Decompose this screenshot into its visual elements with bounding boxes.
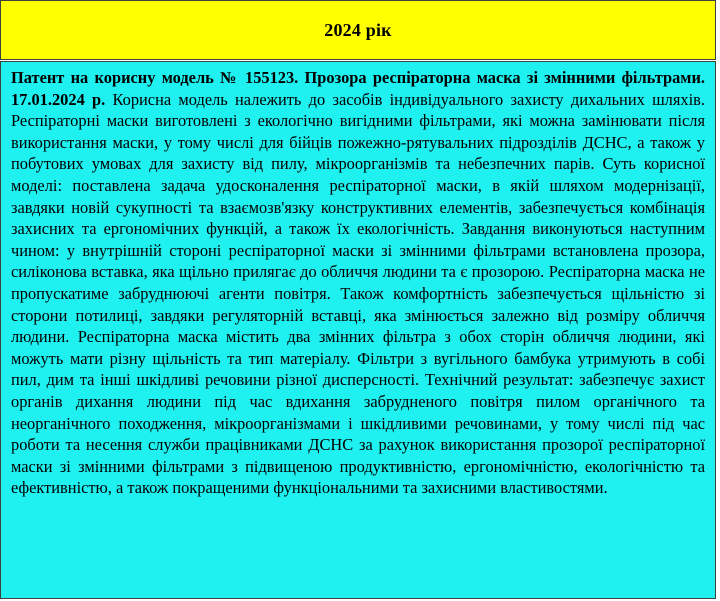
patent-description (11, 67, 705, 499)
patent-description-box (0, 61, 716, 599)
patent-body-text: Корисна модель належить до засобів індивідуального захисту дихальних шляхів. Респіраторні маски виготовлені з екологічно вигідними фільтрами, які можна замінювати після використання маски, у тому числі для бійців пожежно-рятувальних підрозділів ДСНС, а також у побутових умовах для захисту від пилу, мікроорганізмів та небезпечних парів. Суть корисної моделі: поставлена задача удосконалення респіраторної маски, в якій шляхом модернізації, завдяки новій сукупності та взаємозв'язку конструктивних елементів, забезпечується комбінація захисних та ергономічних функцій, а також їх екологічність. Завдання виконуються наступним чином: у внутрішній стороні респіраторної маски зі змінними фільтрами встановлена прозора, силіконова вставка, яка щільно прилягає до обличчя людини та є прозорою. Респіраторна маска не пропускатиме забруднюючі агенти повітря. Також комфортність забезпечується щільністю зі сторони потилиці, завдяки регуляторній вставці, яка змінюється залежно від розміру обличчя людини. Респіраторна маска містить два змінних фільтра з обох сторін обличчя людини, які можуть мати різну щільність та тип матеріалу. Фільтри з вугільного бамбука утримують в собі пил, дим та інші шкідливі речовини різної дисперсності. Технічний результат: забезпечує захист органів дихання людини під час вдихання забрудненого повітря пилом органічного та неорганічного походження, мікроорганізмами і шкідливими речовинами, у тому числі під час роботи та несення служби працівниками ДСНС за рахунок використання прозорої респіраторної маски зі змінними фільтрами з підвищеною продуктивністю, ергономічністю, екологічністю та ефективністю, а також покращеними функціональними та захисними властивостями. (11, 89, 705, 498)
year-title: 2024 рік (324, 19, 392, 40)
patent-title: Патент на корисну модель № 155123. Прозора респіраторна маска зі змінними фільтрами. 17.01.2024 р. (11, 68, 705, 109)
year-header (0, 0, 716, 60)
